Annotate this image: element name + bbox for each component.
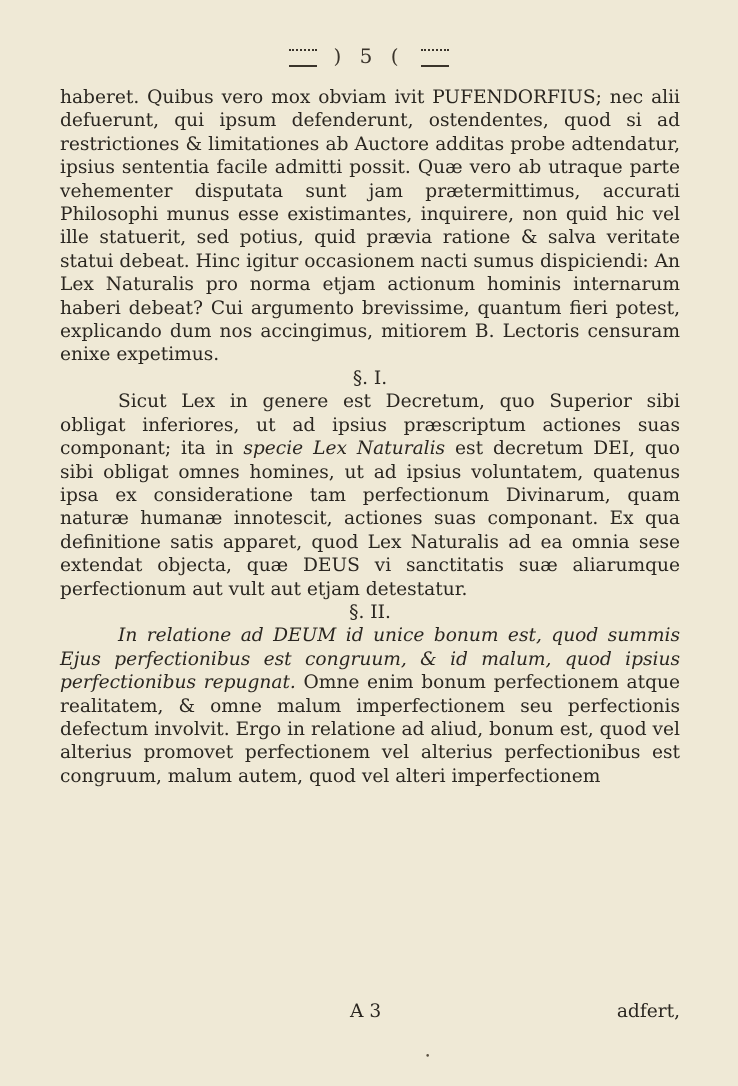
section-1-italic: specie Lex Naturalis — [243, 438, 446, 460]
page-footer — [60, 1000, 680, 1024]
section-2-italic: In relatione ad DEUM id unice bonum est, quod summis Ejus perfectionibus est congruum, & id malum, quod ipsius perfectionibus repugnat. — [60, 625, 680, 694]
paragraph-section-1 — [60, 390, 680, 601]
stray-mark-icon: • — [425, 1052, 431, 1062]
section-1-text-a: Sicut Lex in genere est Decretum, quo Superior sibi obligat inferiores, ut ad ipsius præscriptum actiones suas componant; ita in — [60, 391, 680, 460]
section-heading-1: §. I. — [352, 367, 388, 389]
section-2-text: Omne enim bonum perfectionem atque realitatem, & omne malum imperfectionem seu perfectionis defectum involvit. Ergo in relatione ad aliud, bonum est, quod vel alterius promovet perfectionem vel alterius perfectionibus est congruum, malum autem, quod vel alteri imperfectionem — [60, 672, 680, 787]
ornament-right-icon — [421, 49, 449, 67]
paragraph-section-2 — [60, 624, 680, 788]
section-1-text-b: est decretum DEI, quo sibi obligat omnes homines, ut ad ipsius voluntatem, quatenus ipsa ex consideratione tam perfectionum Divinarum, quam naturæ humanæ innotescit, actiones suas componant. Ex qua definitione satis apparet, quod Lex Naturalis ad ea omnia sese extendat objecta, quæ DEUS vi sanctitatis suæ aliarumque perfectionum aut vult aut etjam detestatur. — [60, 438, 680, 600]
paragraph-intro: haberet. Quibus vero mox obviam ivit PUFENDORFIUS; nec alii defuerunt, qui ipsum defenderunt, ostendentes, quod si ad restrictiones & limitationes ab Auctore additas probe adtendatur, ipsius sententia facile admitti possit. Quæ vero ab utraque parte vehementer disputata sunt jam prætermittimus, accurati Philosophi munus esse existimantes, inquirere, non quid hic vel ille statuerit, sed potius, quid prævia ratione & salva veritate statui debeat. Hinc igitur occasionem nacti sumus dispiciendi: An Lex Naturalis pro norma etjam actionum hominis internarum haberi debeat? Cui argumento brevissime, quantum fieri potest, explicando dum nos accingimus, mitiorem B. Lectoris censuram enixe expetimus. — [60, 87, 680, 366]
running-header: ) 5 ( — [0, 44, 738, 68]
signature-mark: A 3 — [350, 1001, 382, 1022]
page-number: 5 — [359, 44, 379, 68]
ornament-left-icon — [289, 49, 317, 67]
text-body — [60, 86, 680, 788]
section-heading-2: §. II. — [349, 601, 391, 623]
catchword: adfert, — [616, 1001, 680, 1022]
